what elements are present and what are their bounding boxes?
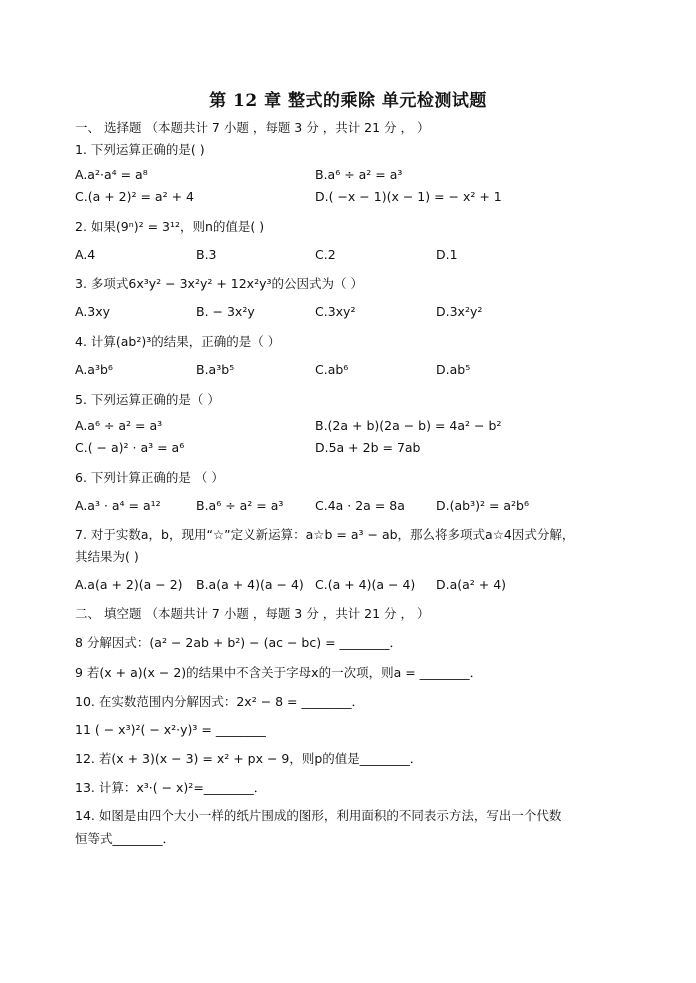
q2-option-b: B.3 [196,247,217,262]
q1-option-d: D.( −x − 1)(x − 1) = − x² + 1 [315,189,502,204]
q6-option-d: D.(ab³)² = a²b⁶ [436,498,530,513]
q2-option-d: D.1 [436,247,458,262]
q7-option-b: B.a(a + 4)(a − 4) [196,577,304,592]
fill-question-12: 12. 若(x + 3)(x − 3) = x² + px − 9，则p的值是________． [75,751,423,766]
question-1-stem: 1. 下列运算正确的是( ) [75,142,205,157]
q6-option-a: A.a³ · a⁴ = a¹² [75,498,161,513]
section-heading-fill: 二、 填空题 （本题共计 7 小题 ，每题 3 分 ，共计 21 分 ， ） [75,606,430,621]
fill-question-13: 13. 计算：x³·( − x)²=________． [75,780,267,795]
question-4-stem: 4. 计算(ab²)³的结果，正确的是（ ） [75,334,281,349]
q3-option-a: A.3xy [75,304,111,319]
fill-question-9: 9 若(x + a)(x − 2)的结果中不含关于字母x的一次项，则a = ________． [75,665,483,680]
q7-option-c: C.(a + 4)(a − 4) [315,577,416,592]
page-title: 第 12 章 整式的乘除 单元检测试题 [209,91,487,111]
q4-option-d: D.ab⁵ [436,362,471,377]
q4-option-c: C.ab⁶ [315,362,349,377]
q1-option-b: B.a⁶ ÷ a² = a³ [315,167,403,182]
q3-option-b: B. − 3x²y [196,304,255,319]
question-6-stem: 6. 下列计算正确的是 （ ） [75,470,224,485]
q5-option-a: A.a⁶ ÷ a² = a³ [75,418,163,433]
question-7-stem-cont: 其结果为( ) [75,549,139,564]
q4-option-b: B.a³b⁵ [196,362,235,377]
question-5-stem: 5. 下列运算正确的是（ ） [75,392,220,407]
fill-question-14: 14. 如图是由四个大小一样的纸片围成的图形，利用面积的不同表示方法，写出一个代数 [75,808,562,823]
q4-option-a: A.a³b⁶ [75,362,113,377]
q7-option-a: A.a(a + 2)(a − 2) [75,577,183,592]
fill-question-14-cont: 恒等式________． [75,831,176,846]
question-7-stem: 7. 对于实数a，b，现用“☆”定义新运算：a☆b = a³ − ab，那么将多项式a☆4因式分解， [75,527,575,542]
q3-option-d: D.3x²y² [436,304,483,319]
q6-option-c: C.4a · 2a = 8a [315,498,405,513]
fill-question-11: 11 ( − x³)²( − x²·y)³ = ________ [75,722,266,737]
q1-option-a: A.a²·a⁴ = a⁸ [75,167,148,182]
q5-option-b: B.(2a + b)(2a − b) = 4a² − b² [315,418,502,433]
q5-option-c: C.( − a)² · a³ = a⁶ [75,440,185,455]
q3-option-c: C.3xy² [315,304,356,319]
q2-option-a: A.4 [75,247,96,262]
q7-option-d: D.a(a² + 4) [436,577,507,592]
question-2-stem: 2. 如果(9ⁿ)² = 3¹²，则n的值是( ) [75,219,265,234]
q2-option-c: C.2 [315,247,336,262]
question-3-stem: 3. 多项式6x³y² − 3x²y² + 12x²y³的公因式为（ ） [75,276,363,291]
q5-option-d: D.5a + 2b = 7ab [315,440,421,455]
section-heading-choice: 一、 选择题 （本题共计 7 小题 ，每题 3 分 ，共计 21 分 ， ） [75,120,430,135]
fill-question-8: 8 分解因式：(a² − 2ab + b²) − (ac − bc) = ________． [75,635,403,650]
q1-option-c: C.(a + 2)² = a² + 4 [75,189,194,204]
q6-option-b: B.a⁶ ÷ a² = a³ [196,498,284,513]
fill-question-10: 10. 在实数范围内分解因式：2x² − 8 = ________． [75,694,365,709]
